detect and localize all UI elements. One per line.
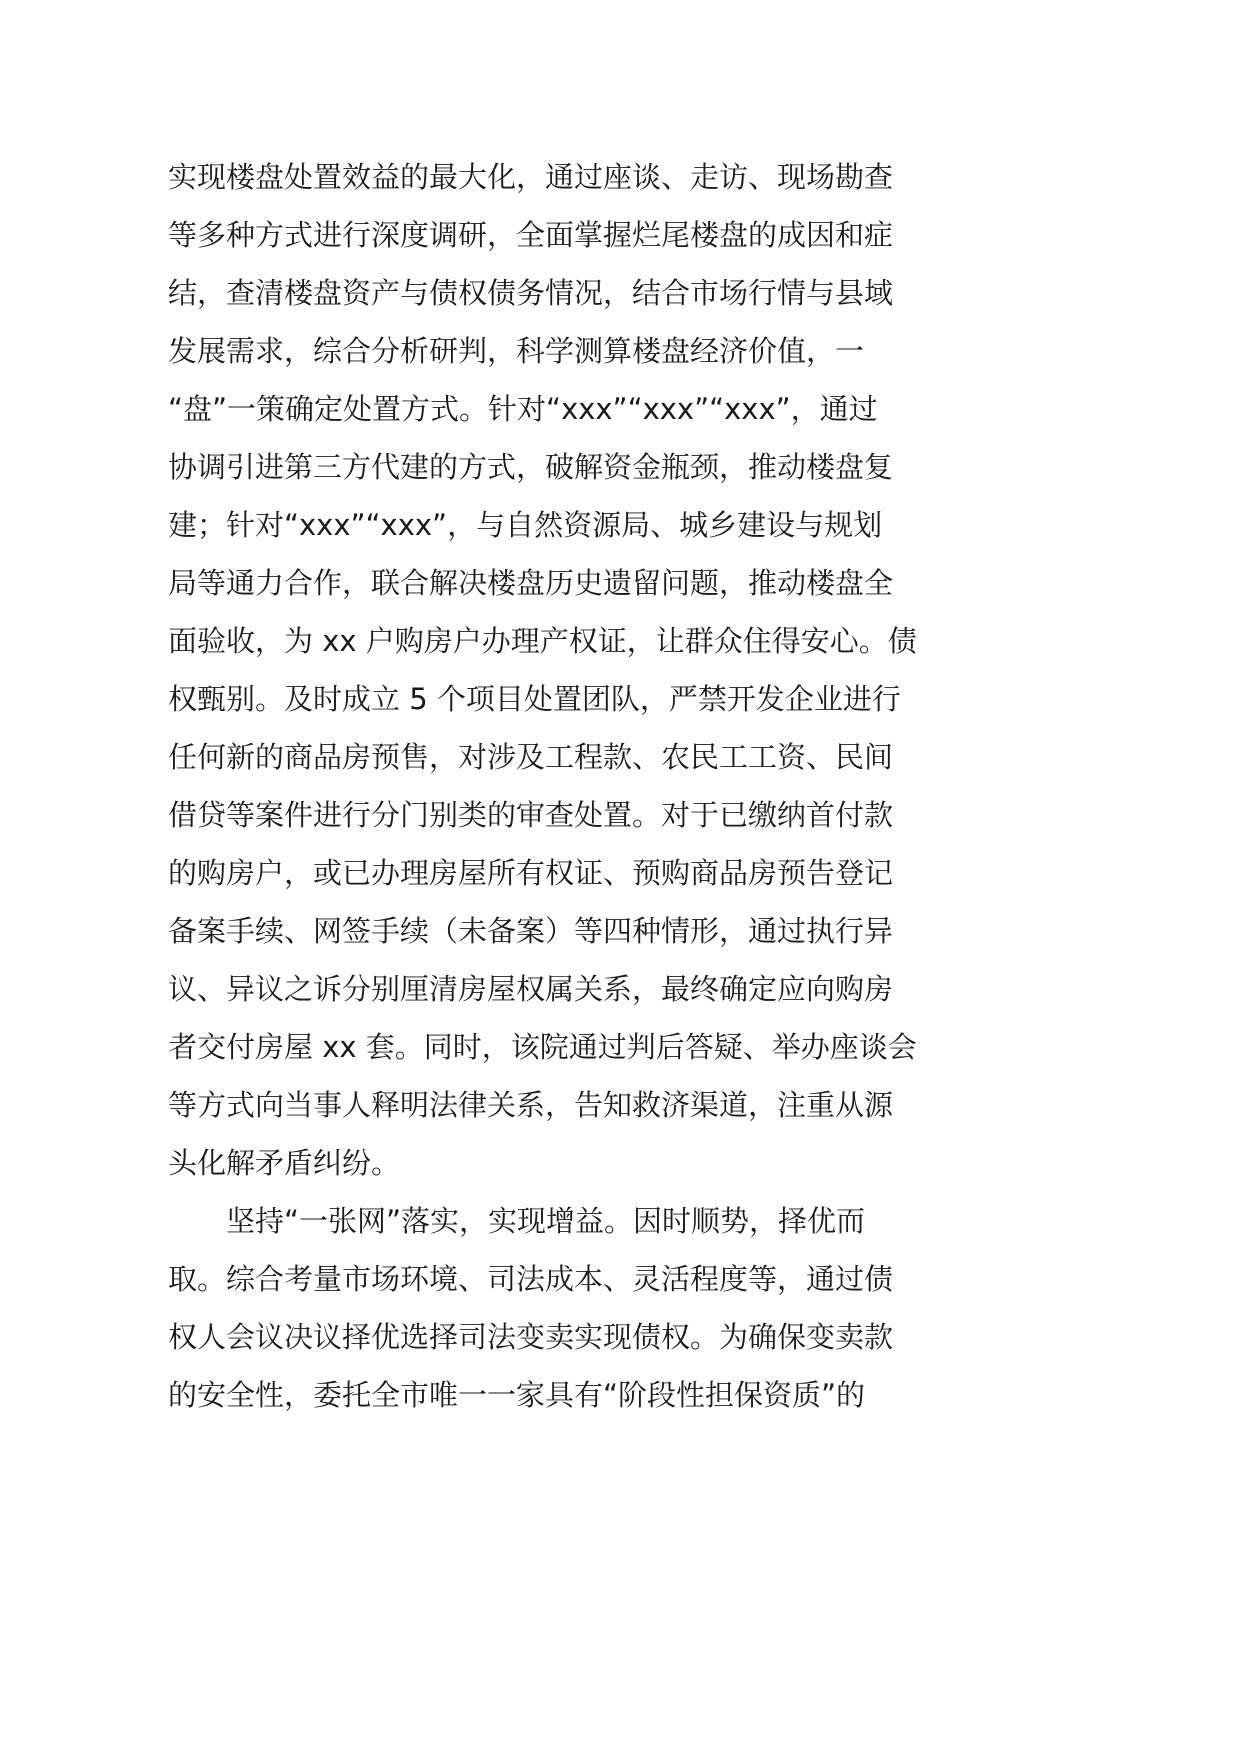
text-line: 局等通力合作，联合解决楼盘历史遗留问题，推动楼盘全 [168, 566, 894, 600]
text-line: 头化解矛盾纠纷。 [168, 1146, 401, 1180]
text-line: 结，查清楼盘资产与债权债务情况，结合市场行情与县域 [168, 276, 894, 310]
text-line: 者交付房屋 xx 套。同时，该院通过判后答疑、举办座谈会 [168, 1030, 917, 1064]
text-line: 任何新的商品房预售，对涉及工程款、农民工工资、民间 [168, 740, 894, 774]
text-line: 议、异议之诉分别厘清房屋权属关系，最终确定应向购房 [168, 972, 894, 1006]
paragraph-first-line: 坚持“一张网”落实，实现增益。因时顺势，择优而 [226, 1204, 866, 1238]
text-line: 备案手续、网签手续（未备案）等四种情形，通过执行异 [168, 914, 894, 948]
text-line: 发展需求，综合分析研判，科学测算楼盘经济价值，一 [168, 334, 865, 368]
text-line: 取。综合考量市场环境、司法成本、灵活程度等，通过债 [168, 1262, 894, 1296]
text-line: 等方式向当事人释明法律关系，告知救济渠道，注重从源 [168, 1088, 894, 1122]
body-text [168, 148, 948, 1424]
text-line: 权甄别。及时成立 5 个项目处置团队，严禁开发企业进行 [168, 682, 901, 716]
text-line: “盘”一策确定处置方式。针对“xxx”“xxx”“xxx”，通过 [168, 392, 878, 426]
text-line: 等多种方式进行深度调研，全面掌握烂尾楼盘的成因和症 [168, 218, 894, 252]
text-line: 的安全性，委托全市唯一一家具有“阶段性担保资质”的 [168, 1378, 866, 1412]
text-line: 协调引进第三方代建的方式，破解资金瓶颈，推动楼盘复 [168, 450, 894, 484]
text-line: 面验收，为 xx 户购房户办理产权证，让群众住得安心。债 [168, 624, 917, 658]
text-line: 的购房户，或已办理房屋所有权证、预购商品房预告登记 [168, 856, 894, 890]
text-line: 建；针对“xxx”“xxx”，与自然资源局、城乡建设与规划 [168, 508, 883, 542]
text-line: 借贷等案件进行分门别类的审查处置。对于已缴纳首付款 [168, 798, 894, 832]
text-line: 实现楼盘处置效益的最大化，通过座谈、走访、现场勘查 [168, 160, 894, 194]
text-line: 权人会议决议择优选择司法变卖实现债权。为确保变卖款 [168, 1320, 894, 1354]
